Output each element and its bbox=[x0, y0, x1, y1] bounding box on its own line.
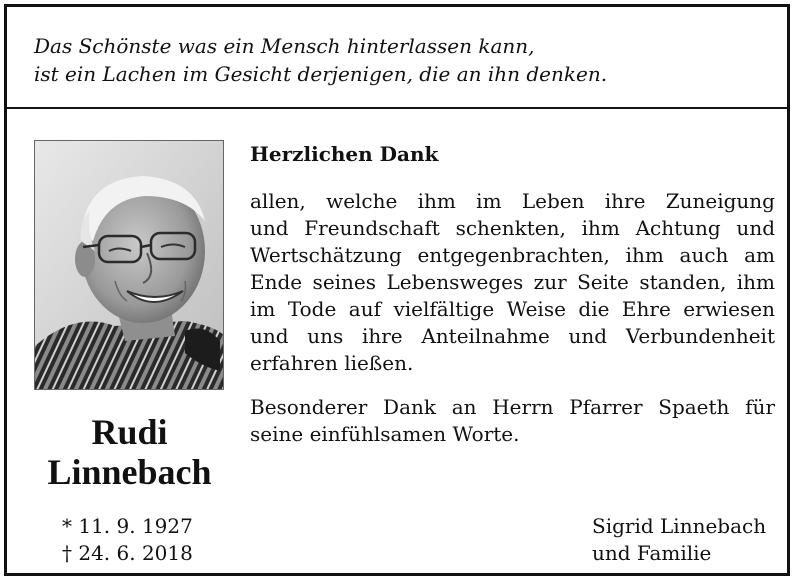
deceased-name bbox=[27, 412, 232, 492]
special-thanks bbox=[250, 394, 775, 448]
special-thanks-line: Besonderer Dank an Herrn Pfarrer Spaeth für bbox=[250, 395, 775, 419]
signature bbox=[592, 513, 766, 567]
quote-line-1: Das Schönste was ein Mensch hinterlassen kann, bbox=[34, 34, 535, 58]
thanks-body-line: erfahren ließen. bbox=[250, 351, 414, 375]
thanks-body-line: und Freundschaft schenkten, ihm Achtung und bbox=[250, 216, 775, 240]
death-date: † 24. 6. 2018 bbox=[62, 541, 193, 565]
life-dates bbox=[62, 513, 193, 567]
thanks-body-line: im Tode auf vielfältige Weise die Ehre erwiesen bbox=[250, 297, 775, 321]
section-divider bbox=[7, 107, 787, 109]
special-thanks-line: seine einfühlsamen Worte. bbox=[250, 422, 520, 446]
portrait-photo bbox=[34, 140, 224, 390]
signature-line-1: Sigrid Linnebach bbox=[592, 514, 767, 538]
thanks-body-line: Ende seines Lebensweges zur Seite standen, ihm bbox=[250, 270, 775, 294]
thanks-body-line: allen, welche ihm im Leben ihre Zuneigung bbox=[250, 189, 775, 213]
last-name: Linnebach bbox=[47, 452, 212, 492]
quote-line-2: ist ein Lachen im Gesicht derjenigen, die an ihn denken. bbox=[34, 62, 608, 86]
thanks-section bbox=[250, 140, 775, 448]
birth-date: * 11. 9. 1927 bbox=[62, 514, 193, 538]
thanks-title: Herzlichen Dank bbox=[250, 142, 439, 166]
thanks-body-line: und uns ihre Anteilnahme und Verbundenheit bbox=[250, 324, 775, 348]
memorial-quote bbox=[34, 32, 754, 88]
signature-line-2: und Familie bbox=[592, 541, 712, 565]
thanks-body-line: Wertschätzung entgegenbrachten, ihm auch am bbox=[250, 243, 775, 267]
first-name: Rudi bbox=[91, 412, 168, 452]
obituary-card bbox=[4, 4, 790, 576]
thanks-body bbox=[250, 188, 775, 377]
